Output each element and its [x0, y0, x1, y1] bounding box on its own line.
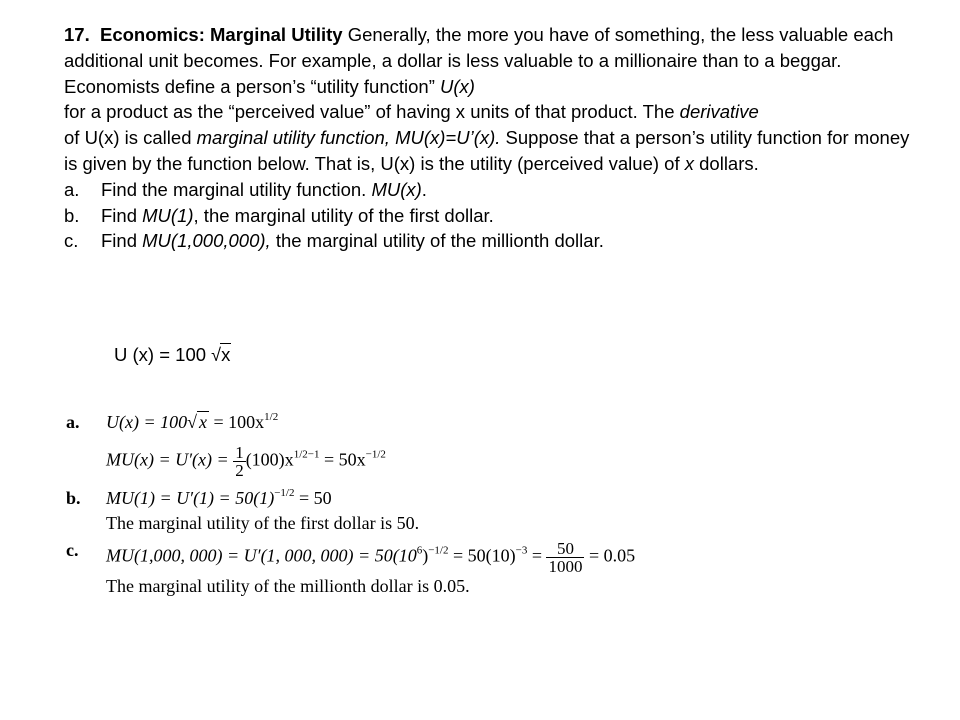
- fraction-50-1000: [546, 540, 584, 575]
- part-text: Find the marginal utility function.: [101, 178, 367, 200]
- part-emphasis: MU(1): [142, 204, 194, 226]
- part-label: c.: [64, 230, 79, 252]
- sol-a2-exp: 1/2−1: [293, 448, 320, 461]
- part-text: Find: [101, 230, 137, 252]
- question-parts: [64, 177, 924, 254]
- problem-intro: [64, 22, 924, 177]
- sol-b2-text: The marginal utility of the first dollar is 50.: [106, 513, 420, 533]
- square-root: [211, 344, 231, 366]
- part-text-end: the marginal utility of the millionth dollar.: [275, 230, 604, 252]
- part-emphasis: MU(1,000,000),: [142, 230, 271, 252]
- question-part-b: [64, 203, 924, 229]
- sol-a1-lhs: U(x) = 100: [106, 412, 188, 432]
- intro-text-3: of U(x) is called: [64, 127, 192, 149]
- sol-c1-eq2: =: [531, 545, 542, 566]
- sol-a2-mid: (100)x: [245, 449, 294, 470]
- problem-title: Economics: Marginal Utility: [100, 24, 343, 45]
- sol-a1-mid: = 100x: [213, 412, 265, 432]
- utility-function-symbol: U(x): [440, 75, 475, 97]
- sol-c1-m: ): [422, 545, 429, 566]
- problem-text: [64, 22, 924, 254]
- frac-den: 2: [235, 461, 244, 480]
- sol-a2-exp2: −1/2: [365, 448, 386, 461]
- frac-num: 50: [546, 540, 584, 558]
- solution-letter-b: b.: [66, 488, 81, 508]
- frac-num: 1: [235, 443, 244, 462]
- question-part-a: [64, 177, 924, 203]
- sol-a2-lhs: MU(x) = U′(x) =: [106, 449, 229, 470]
- sol-a1-exp: 1/2: [264, 411, 279, 423]
- solution-letter-c: c.: [66, 540, 79, 560]
- sol-c1-eq: = 50(10): [452, 545, 516, 566]
- fraction-one-half: [233, 444, 246, 479]
- sol-b1-rhs: = 50: [298, 488, 332, 508]
- x-variable: x: [684, 152, 694, 174]
- sol-c1-e1: 6: [416, 544, 423, 557]
- sol-c1-e2: −1/2: [428, 544, 449, 557]
- frac-den: 1000: [548, 557, 583, 576]
- intro-text-4: Suppose that a person’s utility function for money is given by the function below. That is, U(x) is the utility (perceived value) of: [64, 127, 910, 174]
- sqrt-radicand: x: [199, 412, 208, 432]
- given-function: [114, 344, 231, 366]
- radical-sign: √: [211, 345, 222, 365]
- part-text: Find: [101, 204, 137, 226]
- marginal-utility-term: marginal utility function, MU(x)=U’(x).: [196, 127, 501, 149]
- problem-number: 17.: [64, 24, 90, 45]
- question-part-c: [64, 228, 924, 254]
- derivative-term: derivative: [679, 101, 759, 123]
- radicand: x: [221, 344, 231, 365]
- intro-text-2: for a product as the “perceived value” of having x units of that product. The: [64, 101, 675, 123]
- part-label: b.: [64, 204, 80, 226]
- intro-text-5: dollars.: [699, 152, 759, 174]
- part-text-end: .: [421, 178, 427, 200]
- part-emphasis: MU(x): [371, 178, 422, 200]
- sol-a2-eq: = 50x: [323, 449, 366, 470]
- part-label: a.: [64, 178, 80, 200]
- sol-c1-rhs: = 0.05: [588, 545, 636, 566]
- sol-c2-text: The marginal utility of the millionth dollar is 0.05.: [106, 576, 470, 596]
- sol-b1-exp: −1/2: [274, 487, 295, 499]
- given-lhs: U (x) = 100: [114, 344, 207, 365]
- part-text-end: , the marginal utility of the first dollar.: [193, 204, 494, 226]
- intro-text-1: Generally, the more you have of something, the less valuable each additional unit becomes. For example, a dollar is less valuable to a millionaire than to a beggar. Economists define a person’s “utility function”: [64, 24, 894, 97]
- sol-c1-lhs: MU(1,000, 000) = U′(1, 000, 000) = 50(10: [106, 545, 417, 566]
- sqrt-symbol: √ x: [187, 412, 208, 432]
- solution-letter-a: a.: [66, 412, 80, 432]
- sol-c1-e3: −3: [515, 544, 528, 557]
- sol-b1-lhs: MU(1) = U′(1) = 50(1): [106, 488, 275, 508]
